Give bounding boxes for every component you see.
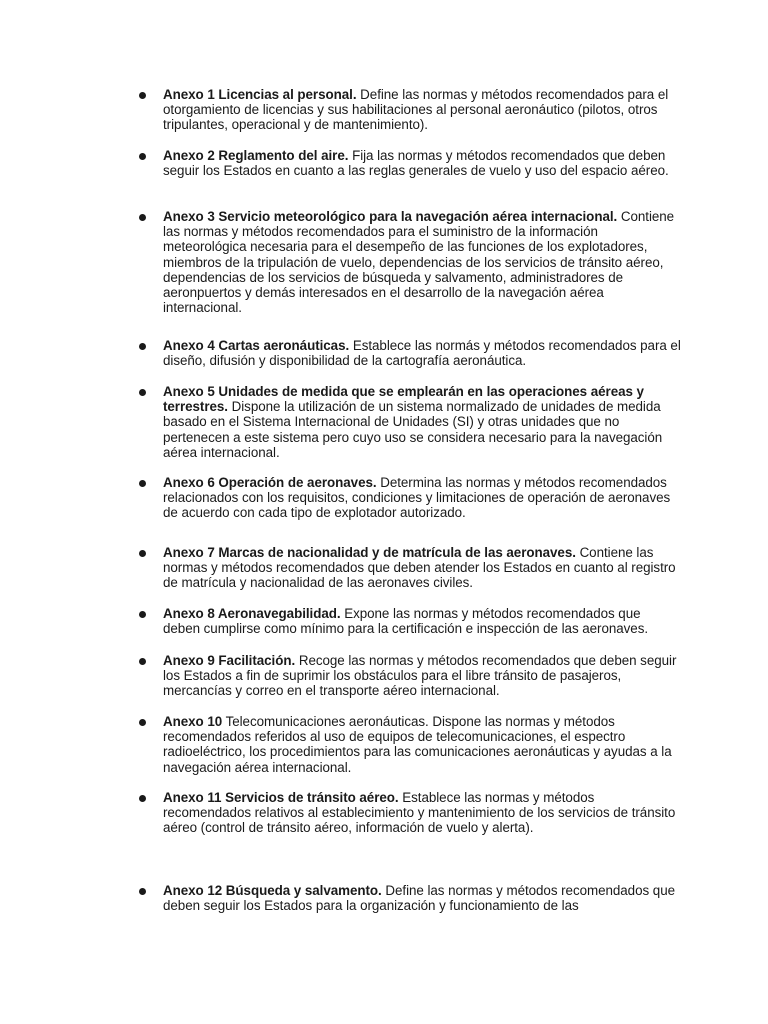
annex-title: Anexo 1 Licencias al personal. (163, 87, 357, 102)
annex-title: Anexo 11 Servicios de tránsito aéreo. (163, 790, 399, 805)
bullet-icon (139, 611, 146, 618)
annex-item (163, 653, 681, 699)
bullet-icon (139, 214, 146, 221)
annex-item (163, 87, 681, 133)
annex-body: Recoge las normas y métodos recomendados que deben seguir los Estados a fin de suprimir los obstáculos para el libre tránsito de pasajeros, mercancías y correo en el transporte aéreo internacional. (163, 653, 677, 699)
bullet-icon (139, 658, 146, 665)
annex-item (163, 384, 681, 460)
annex-item (163, 883, 681, 913)
annex-item (163, 475, 681, 521)
bullet-icon (139, 389, 146, 396)
bullet-icon (139, 92, 146, 99)
annex-title: Anexo 6 Operación de aeronaves. (163, 475, 377, 490)
annex-title: Anexo 9 Facilitación. (163, 653, 296, 668)
annex-body: Contiene las normas y métodos recomendados que deben atender los Estados en cuanto al registro de matrícula y nacionalidad de las aeronaves civiles. (163, 545, 676, 591)
annex-body: Establece las normás y métodos recomendados para el diseño, difusión y disponibilidad de la cartografía aeronáutica. (163, 338, 681, 369)
annex-item (163, 606, 681, 636)
annex-body: Establece las normas y métodos recomendados relativos al establecimiento y mantenimiento de los servicios de tránsito aéreo (control de tránsito aéreo, información de vuelo y alerta). (163, 790, 676, 836)
annex-title: Anexo 2 Reglamento del aire. (163, 148, 349, 163)
annex-title: Anexo 5 Unidades de medida que se emplearán en las operaciones aéreas y terrestres. (163, 384, 644, 415)
annex-title: Anexo 8 Aeronavegabilidad. (163, 606, 341, 621)
annex-body: Fija las normas y métodos recomendados que deben seguir los Estados en cuanto a las reglas generales de vuelo y uso del espacio aéreo. (163, 148, 669, 179)
annex-item (163, 148, 681, 178)
bullet-icon (139, 550, 146, 557)
annex-body: Contiene las normas y métodos recomendados para el suministro de la información meteorológica necesaria para el desempeño de las funciones de los explotadores, miembros de la tripulación de vuelo, dependencias de los servicios de tránsito aéreo, dependencias de los servicios de búsqueda y salvamento, administradores de aeronpuertos y demás interesados en el desarrollo de la navegación aérea internacional. (163, 209, 675, 316)
annex-body: Expone las normas y métodos recomendados que deben cumplirse como mínimo para la certificación e inspección de las aeronaves. (163, 606, 649, 637)
annex-body: Dispone la utilización de un sistema normalizado de unidades de medida basado en el Sistema Internacional de Unidades (SI) y otras unidades que no pertenecen a este sistema pero cuyo uso se considera necesario para la navegación aérea internacional. (163, 399, 663, 460)
bullet-icon (139, 795, 146, 802)
annex-title: Anexo 12 Búsqueda y salvamento. (163, 883, 382, 898)
annex-body: Define las normas y métodos recomendados que deben seguir los Estados para la organización y funcionamiento de las (163, 883, 675, 914)
annex-item (163, 545, 681, 591)
annex-item (163, 209, 681, 315)
bullet-icon (139, 719, 146, 726)
annex-title: Anexo 4 Cartas aeronáuticas. (163, 338, 350, 353)
annex-title: Anexo 3 Servicio meteorológico para la navegación aérea internacional. (163, 209, 618, 224)
annex-item (163, 338, 681, 368)
bullet-icon (139, 480, 146, 487)
annex-body: Telecomunicaciones aeronáuticas. Dispone las normas y métodos recomendados referidos al uso de equipos de telecomunicaciones, el espectro radioeléctrico, los procedimientos para las comunicaciones aeronáuticas y ayudas a la navegación aérea internacional. (163, 714, 672, 775)
bullet-icon (139, 888, 146, 895)
annex-body: Determina las normas y métodos recomendados relacionados con los requisitos, condiciones y limitaciones de operación de aeronaves de acuerdo con cada tipo de explotador autorizado. (163, 475, 671, 521)
annex-item (163, 790, 681, 836)
annex-body: Define las normas y métodos recomendados para el otorgamiento de licencias y sus habilitaciones al personal aeronáutico (pilotos, otros tripulantes, operacional y de mantenimiento). (163, 87, 669, 133)
annex-title: Anexo 10 (163, 714, 223, 729)
bullet-icon (139, 153, 146, 160)
bullet-icon (139, 343, 146, 350)
annex-item (163, 714, 681, 775)
annex-title: Anexo 7 Marcas de nacionalidad y de matrícula de las aeronaves. (163, 545, 576, 560)
